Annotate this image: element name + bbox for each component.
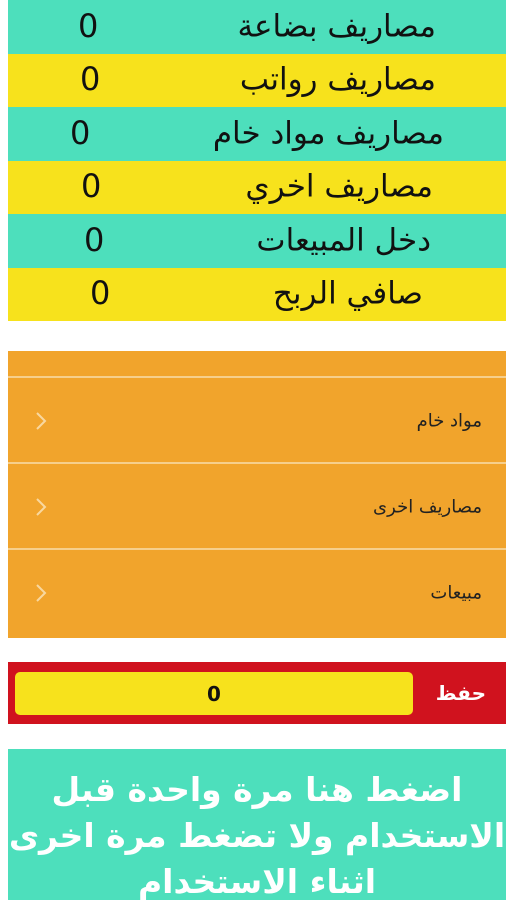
menu-item-sales[interactable] [8, 550, 506, 636]
menu-item-other-expenses[interactable] [8, 464, 506, 550]
menu-item-label: مبيعات [430, 582, 482, 604]
menu-item-label: مواد خام [416, 410, 482, 432]
save-button[interactable]: حفظ [435, 681, 486, 705]
chevron-right-icon [34, 409, 48, 433]
chevron-right-icon [34, 495, 48, 519]
summary-row-goods [8, 0, 506, 54]
summary-label: دخل المبيعات [256, 222, 431, 259]
summary-table [8, 0, 506, 321]
summary-value: 0 [70, 113, 91, 152]
banner-text: اضغط هنا مرة واحدة قبل الاستخدام ولا تضغط مرة اخرى اثناء الاستخدام [8, 770, 506, 900]
summary-label: مصاريف مواد خام [212, 115, 444, 152]
chevron-right-icon [34, 581, 48, 605]
summary-row-other-expenses [8, 161, 506, 215]
summary-label: مصاريف رواتب [239, 61, 436, 98]
summary-row-sales-income [8, 214, 506, 268]
summary-label: مصاريف اخري [245, 168, 433, 205]
menu-item-label: مصاريف اخرى [373, 496, 482, 518]
menu-item-raw-materials[interactable] [8, 378, 506, 464]
summary-value: 0 [90, 274, 111, 313]
save-bar [8, 662, 506, 724]
init-banner-button[interactable] [8, 749, 506, 900]
summary-value: 0 [78, 6, 99, 45]
summary-row-raw-materials [8, 107, 506, 161]
summary-row-salaries [8, 54, 506, 108]
summary-row-net-profit [8, 268, 506, 322]
value-field[interactable]: 0 [15, 672, 413, 715]
summary-value: 0 [84, 220, 105, 259]
navigation-menu [8, 351, 506, 638]
summary-label: صافي الربح [272, 275, 423, 312]
summary-value: 0 [81, 167, 102, 206]
summary-label: مصاريف بضاعة [237, 8, 436, 45]
summary-value: 0 [80, 60, 101, 99]
